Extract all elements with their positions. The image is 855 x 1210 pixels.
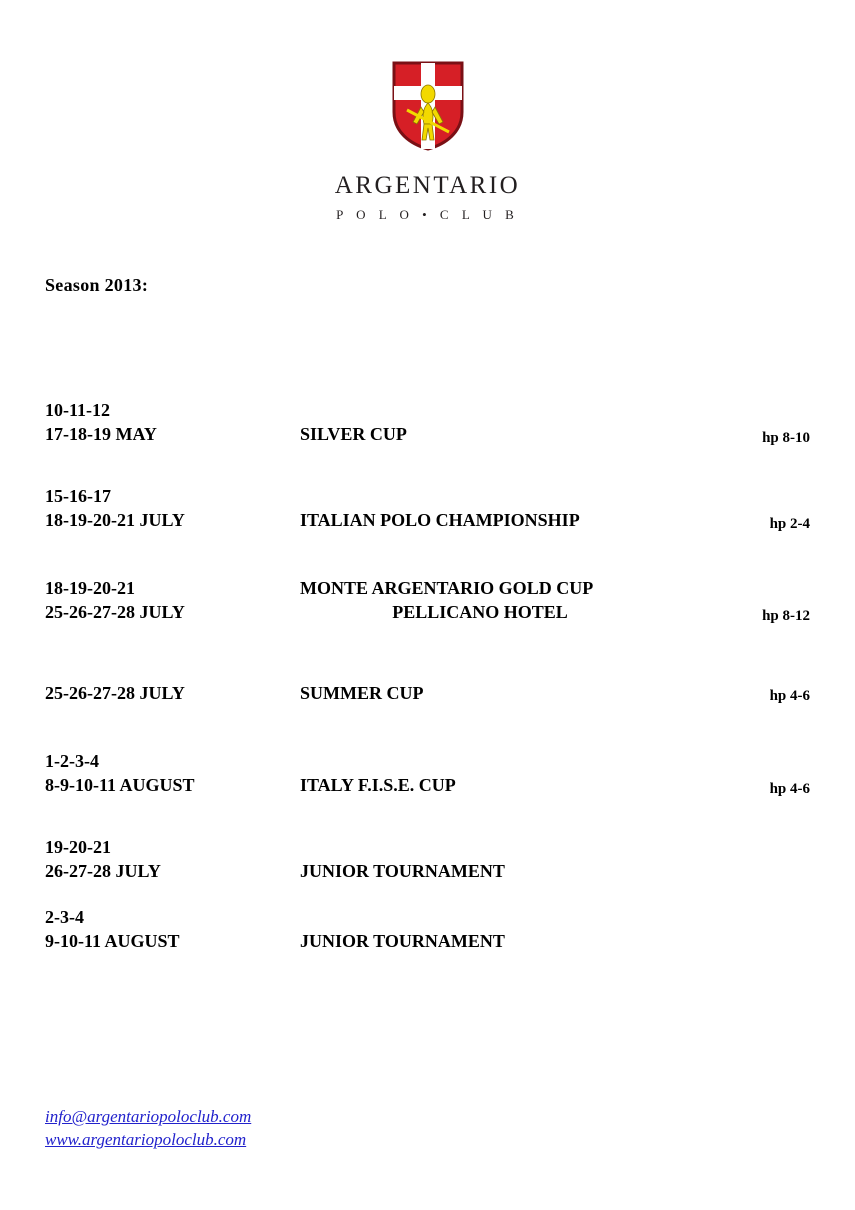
season-label: Season 2013:	[45, 275, 149, 295]
event-title	[300, 576, 750, 624]
event-title	[300, 773, 750, 797]
event-dates-line1: 10-11-12	[45, 400, 110, 420]
event-dates-line2: 26-27-28 JULY	[45, 861, 161, 881]
event-handicap: hp 4-6	[769, 688, 810, 704]
event-dates-line2: 18-19-20-21 JULY	[45, 510, 185, 530]
event-title-line1: SILVER CUP	[300, 424, 407, 444]
event-title	[300, 681, 750, 705]
event-dates-line1: 15-16-17	[45, 486, 111, 506]
club-crest-icon	[391, 60, 465, 152]
event-dates-line1: 19-20-21	[45, 837, 111, 857]
event-dates	[45, 576, 295, 624]
event-handicap: hp 8-10	[762, 430, 810, 446]
club-name: ARGENTARIO	[334, 172, 521, 199]
event-row	[45, 576, 825, 681]
event-title	[300, 508, 750, 532]
event-dates-line2: 17-18-19 MAY	[45, 424, 157, 444]
event-dates-line2: 25-26-27-28 JULY	[45, 683, 185, 703]
event-dates-line2: 25-26-27-28 JULY	[45, 602, 185, 622]
event-dates-line1: 1-2-3-4	[45, 751, 99, 771]
event-dates	[45, 681, 295, 705]
club-header	[0, 60, 855, 223]
event-dates-line2: 9-10-11 AUGUST	[45, 931, 180, 951]
event-title-line1: SUMMER CUP	[300, 683, 424, 703]
event-title-line2: PELLICANO HOTEL	[392, 602, 568, 622]
event-title-line1: ITALY F.I.S.E. CUP	[300, 775, 456, 795]
event-dates	[45, 484, 295, 532]
event-dates-line2: 8-9-10-11 AUGUST	[45, 775, 195, 795]
event-title	[300, 859, 750, 883]
event-dates	[45, 905, 295, 953]
event-dates-line1: 18-19-20-21	[45, 578, 135, 598]
event-schedule	[45, 398, 825, 975]
event-row	[45, 835, 825, 905]
event-row	[45, 749, 825, 835]
event-dates	[45, 835, 295, 883]
event-title-line1: MONTE ARGENTARIO GOLD CUP	[300, 578, 594, 598]
event-row	[45, 484, 825, 576]
event-row	[45, 905, 825, 975]
event-handicap: hp 4-6	[769, 781, 810, 797]
event-title	[300, 422, 750, 446]
email-link[interactable]: info@argentariopoloclub.com	[45, 1107, 252, 1126]
event-dates	[45, 398, 295, 446]
event-title-line1: ITALIAN POLO CHAMPIONSHIP	[300, 510, 580, 530]
event-handicap: hp 8-12	[762, 608, 810, 624]
event-row	[45, 398, 825, 484]
website-link[interactable]: www.argentariopoloclub.com	[45, 1130, 247, 1149]
footer-links	[45, 1105, 251, 1151]
club-subtitle: P O L O • C L U B	[336, 207, 519, 222]
event-title	[300, 929, 750, 953]
event-title-line1: JUNIOR TOURNAMENT	[300, 861, 505, 881]
event-row	[45, 681, 825, 749]
event-title-line1: JUNIOR TOURNAMENT	[300, 931, 505, 951]
event-handicap: hp 2-4	[769, 516, 810, 532]
event-dates-line1: 2-3-4	[45, 907, 84, 927]
event-dates	[45, 749, 295, 797]
